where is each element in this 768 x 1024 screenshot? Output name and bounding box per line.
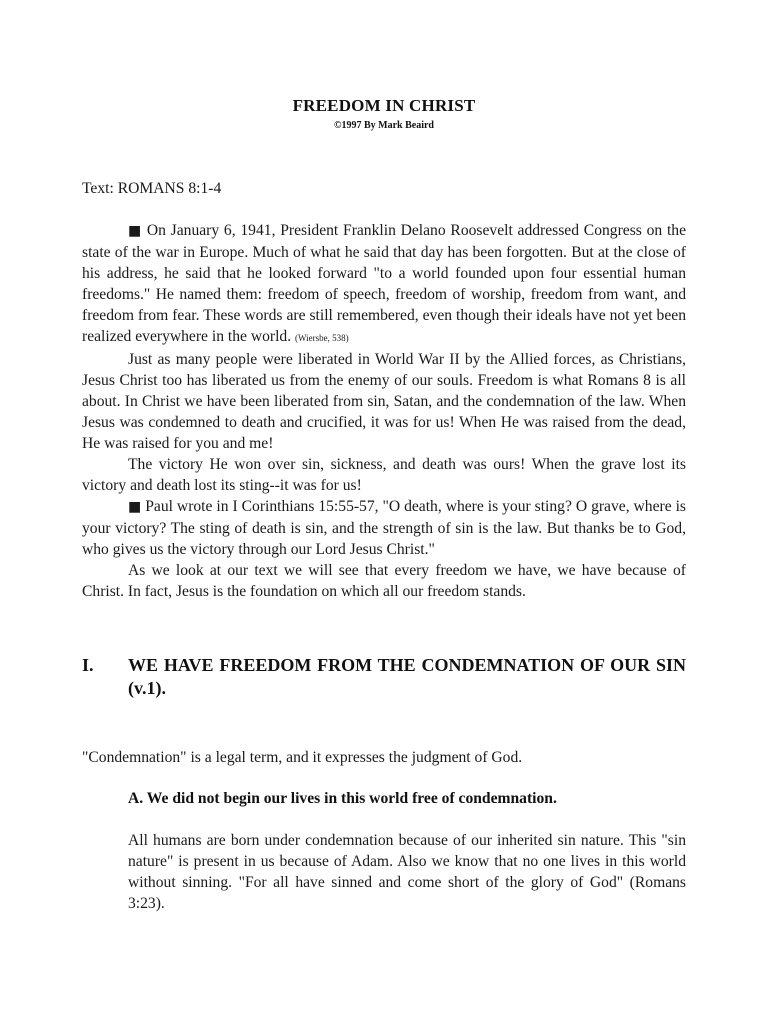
paragraph-4 (82, 496, 686, 560)
document-title: FREEDOM IN CHRIST (292, 96, 476, 115)
paragraph-2: Just as many people were liberated in World War II by the Allied forces, as Christians, Jesus Christ too has liberated us from the enemy of our souls. Freedom is what Romans 8 is all about. In Christ we have been liberated from sin, Satan, and the condemnation of the law. When Jesus was condemned to death and crucified, it was for us! When He was raised from the dead, He was raised for you and me! (82, 351, 686, 452)
text-reference: Text: ROMANS 8:1-4 (82, 180, 222, 197)
section-body: All humans are born under condemnation because of our inherited sin nature. This "sin nature" is present in us because of Adam. Also we know that no one lives in this world without sinning. "For all have sinned and come short of the glory of God" (Romans 3:23). (128, 832, 686, 912)
paragraph-1-text: On January 6, 1941, President Franklin Delano Roosevelt addressed Congress on the state of the war in Europe. Much of what he said that day has been forgotten. But at the close of his address, he said that he looked forward "to a world founded upon four essential human freedoms." He named them: freedom of speech, freedom of worship, freedom from want, and freedom from fear. These words are still remembered, even though their ideals have not yet been realized everywhere in the world. (82, 222, 686, 345)
paragraph-4-text: Paul wrote in I Corinthians 15:55-57, "O death, where is your sting? O grave, where is your victory? The sting of death is sin, and the strength of sin is the law. But thanks be to God, who gives us the victory through our Lord Jesus Christ." (82, 498, 686, 558)
paragraph-5: As we look at our text we will see that every freedom we have, we have because of Christ. In fact, Jesus is the foundation on which all our freedom stands. (82, 562, 686, 600)
section-number: I. (82, 655, 94, 675)
section-heading-text: WE HAVE FREEDOM FROM THE CONDEMNATION OF OUR SIN (v.1). (128, 655, 686, 698)
text-reference-block (82, 178, 686, 199)
bullet-square-icon: ■ (128, 499, 142, 515)
section-intro: "Condemnation" is a legal term, and it expresses the judgment of God. (82, 749, 523, 766)
section-intro-block (82, 747, 686, 768)
citation: (Wiersbe, 538) (295, 333, 349, 343)
bullet-square-icon: ■ (128, 223, 143, 239)
subheading: A. We did not begin our lives in this world free of condemnation. (128, 790, 557, 807)
document-byline: ©1997 By Mark Beaird (334, 120, 434, 131)
section-body-block (128, 830, 686, 914)
paragraph-3: The victory He won over sin, sickness, and death was ours! When the grave lost its victory and death lost its sting--it was for us! (82, 456, 686, 494)
introduction (82, 220, 686, 602)
paragraph-1 (82, 220, 686, 349)
